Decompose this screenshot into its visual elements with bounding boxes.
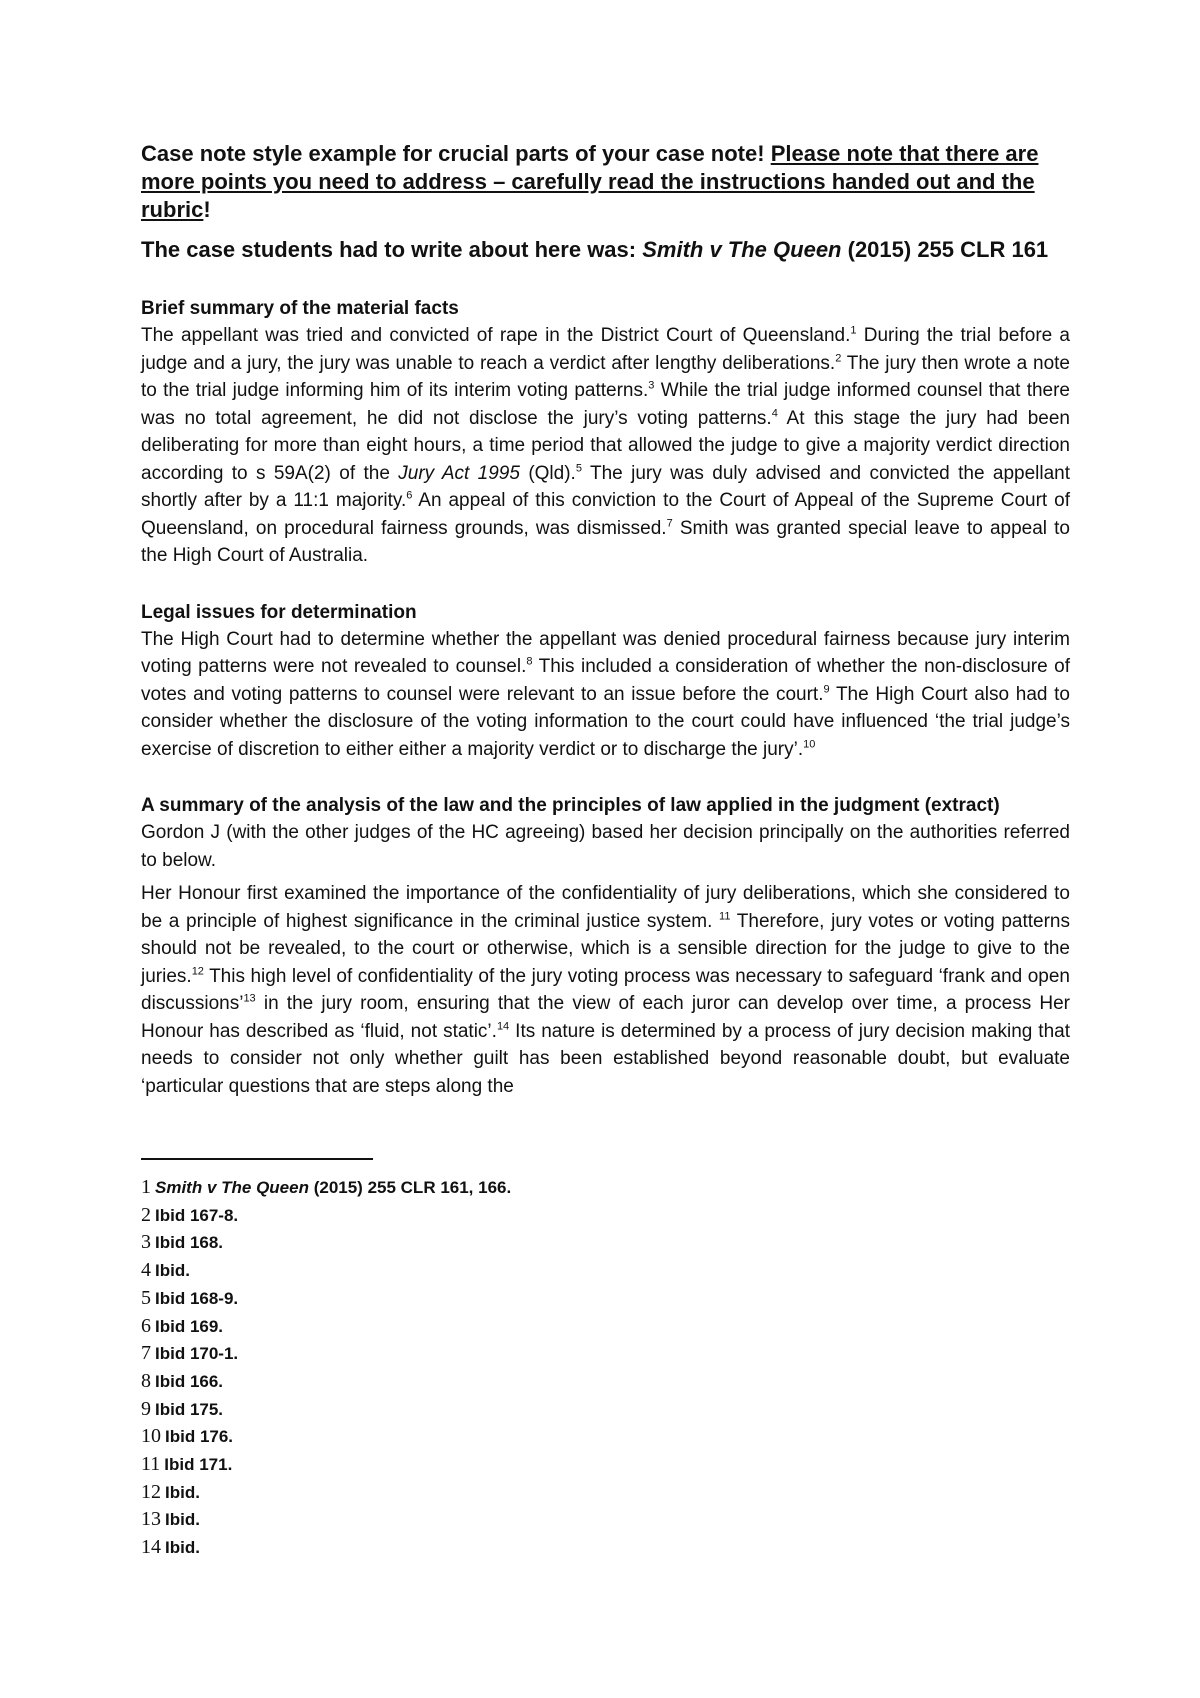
footnote-ref: 1 [850, 324, 857, 337]
issues-paragraph [141, 626, 1070, 764]
analysis-text: Its nature is determined by a process of jury decision making that needs to consider not only whether guilt has been established beyond reasonable doubt, but evaluate ‘particular questions that are steps along the [141, 1020, 1071, 1097]
footnote-text: Ibid 176. [165, 1427, 234, 1447]
footnote-item [141, 1451, 511, 1479]
analysis-text: in the jury room, ensuring that the view of each juror can develop over time, a process Her Honour has described as ‘fluid, not static’. [141, 993, 1070, 1042]
footnote-number: 14 [141, 1536, 161, 1559]
footnote-ref: 12 [191, 965, 204, 978]
footnote-number: 6 [141, 1314, 151, 1337]
footnote-item [141, 1285, 511, 1313]
case-line [141, 236, 1070, 264]
issues-text: The High Court had to determine whether the appellant was denied procedural fairness because jury interim voting patterns were not revealed to counsel. [141, 628, 1070, 677]
case-name: Smith v The Queen [642, 237, 842, 262]
analysis-intro-paragraph: Gordon J (with the other judges of the HC agreeing) based her decision principally on the authorities referred to below. [141, 822, 1070, 871]
footnote-ref: 11 [719, 910, 731, 923]
footnote-number: 4 [141, 1259, 151, 1282]
footnote-text: Ibid. [165, 1482, 200, 1502]
footnote-item [141, 1202, 511, 1230]
facts-text: The appellant was tried and convicted of rape in the District Court of Queensland. [141, 325, 851, 346]
footnote-item [141, 1506, 511, 1534]
facts-heading: Brief summary of the material facts [141, 298, 459, 319]
case-citation: (2015) 255 CLR 161 [841, 237, 1049, 262]
intro-underlined: Please note that there are more points you need to address – carefully read the instructions handed out and the rubric [141, 141, 1039, 222]
footnote-item [141, 1396, 511, 1424]
footnote-number: 11 [141, 1453, 161, 1476]
footnote-ref: 2 [835, 352, 842, 365]
footnote-ref: 3 [648, 379, 655, 392]
footnote-number: 7 [141, 1342, 151, 1365]
analysis-text: This high level of confidentiality of the jury voting process was necessary to safeguard ‘frank and open discussions’ [141, 965, 1070, 1014]
footnote-text: Ibid. [165, 1510, 200, 1530]
footnote-text: Ibid 167-8. [155, 1205, 239, 1225]
facts-text: While the trial judge informed counsel that there was no total agreement, he did not disclose the jury’s voting patterns. [141, 380, 1070, 429]
facts-text: The jury was duly advised and convicted the appellant shortly after by a 11:1 majority. [141, 462, 1071, 511]
footnotes-list [141, 1174, 511, 1562]
intro-end-mark: ! [203, 197, 211, 222]
footnote-ref: 10 [803, 738, 816, 751]
footnote-text: Ibid 175. [155, 1399, 224, 1419]
footnote-item [141, 1423, 511, 1451]
footnote-number: 13 [141, 1508, 161, 1531]
footnote-item [141, 1479, 511, 1507]
footnote-ref: 14 [496, 1020, 510, 1033]
analysis-paragraph [141, 880, 1070, 1100]
facts-text: During the trial before a judge and a jury, the jury was unable to reach a verdict after lengthy deliberations. [141, 325, 1070, 374]
facts-text: (Qld). [519, 462, 576, 484]
footnote-number: 10 [141, 1425, 161, 1448]
facts-text: At this stage the jury had been deliberating for more than eight hours, a time period that allowed the judge to give a majority verdict direction according to s 59A(2) of the [141, 407, 1070, 484]
footnote-item [141, 1340, 511, 1368]
facts-text: An appeal of this conviction to the Court of Appeal of the Supreme Court of Queensland, on procedural fairness grounds, was dismissed. [141, 490, 1070, 539]
footnote-number: 2 [141, 1203, 151, 1226]
facts-paragraph [141, 322, 1070, 570]
footnote-item [141, 1534, 511, 1562]
footnote-number: 5 [141, 1286, 151, 1309]
intro-note [141, 140, 1070, 224]
facts-text: Smith was granted special leave to appeal to the High Court of Australia. [141, 517, 1070, 566]
analysis-text: Therefore, jury votes or voting patterns should not be revealed, to the court or otherwise, which is a sensible direction for the judge to give to the juries. [141, 910, 1070, 987]
analysis-heading: A summary of the analysis of the law and the principles of law applied in the judgment (extract) [141, 795, 1000, 816]
footnote-number: 12 [141, 1480, 161, 1503]
facts-text: The jury then wrote a note to the trial judge informing him of its interim voting patterns. [141, 352, 1070, 401]
footnote-text: Ibid 166. [155, 1371, 224, 1391]
footnote-ref: 7 [666, 517, 673, 530]
issues-text: This included a consideration of whether the non-disclosure of votes and voting patterns to counsel were relevant to an issue before the court. [141, 656, 1070, 705]
footnote-ref: 13 [243, 992, 256, 1005]
case-line-prefix: The case students had to write about here was: [141, 237, 643, 262]
footnote-item [141, 1313, 511, 1341]
footnote-item [141, 1368, 511, 1396]
footnote-text: Ibid 170-1. [155, 1344, 239, 1364]
footnote-text: Ibid 168. [155, 1233, 224, 1253]
footnote-item [141, 1257, 511, 1285]
footnote-number: 3 [141, 1231, 151, 1254]
footnote-ref: 4 [771, 407, 778, 420]
footnote-case-name: Smith v The Queen [155, 1178, 309, 1197]
footnote-text: Ibid 169. [155, 1316, 224, 1336]
footnote-text: Ibid 168-9. [155, 1288, 239, 1308]
footnote-text: (2015) 255 CLR 161, 166. [308, 1178, 512, 1197]
intro-lead: Case note style example for crucial parts of your case note! [141, 141, 765, 166]
document-page [141, 140, 1070, 1100]
footnote-text: Ibid. [165, 1538, 200, 1558]
footnote-ref: 9 [823, 683, 830, 696]
footnote-item [141, 1229, 511, 1257]
footnote-ref: 5 [575, 462, 582, 475]
footnote-item [141, 1174, 511, 1202]
issues-heading: Legal issues for determination [141, 601, 417, 623]
footnote-ref: 8 [526, 655, 533, 668]
footnote-number: 8 [141, 1369, 151, 1392]
issues-text: The High Court also had to consider whether the disclosure of the voting information to the court could have influenced ‘the trial judge’s exercise of discretion to either either a majority verdict or to discharge the jury’. [141, 683, 1070, 760]
footnote-text: Ibid. [155, 1261, 190, 1281]
analysis-text: Her Honour first examined the importance of the confidentiality of jury deliberations, which she considered to be a principle of highest significance in the criminal justice system. [141, 883, 1070, 932]
footnote-number: 1 [141, 1176, 151, 1198]
act-name: Jury Act 1995 [398, 462, 520, 484]
footnote-text: Ibid 171. [164, 1455, 233, 1475]
footnote-ref: 6 [406, 489, 413, 502]
footnote-number: 9 [141, 1397, 151, 1420]
footnote-separator [141, 1158, 373, 1160]
